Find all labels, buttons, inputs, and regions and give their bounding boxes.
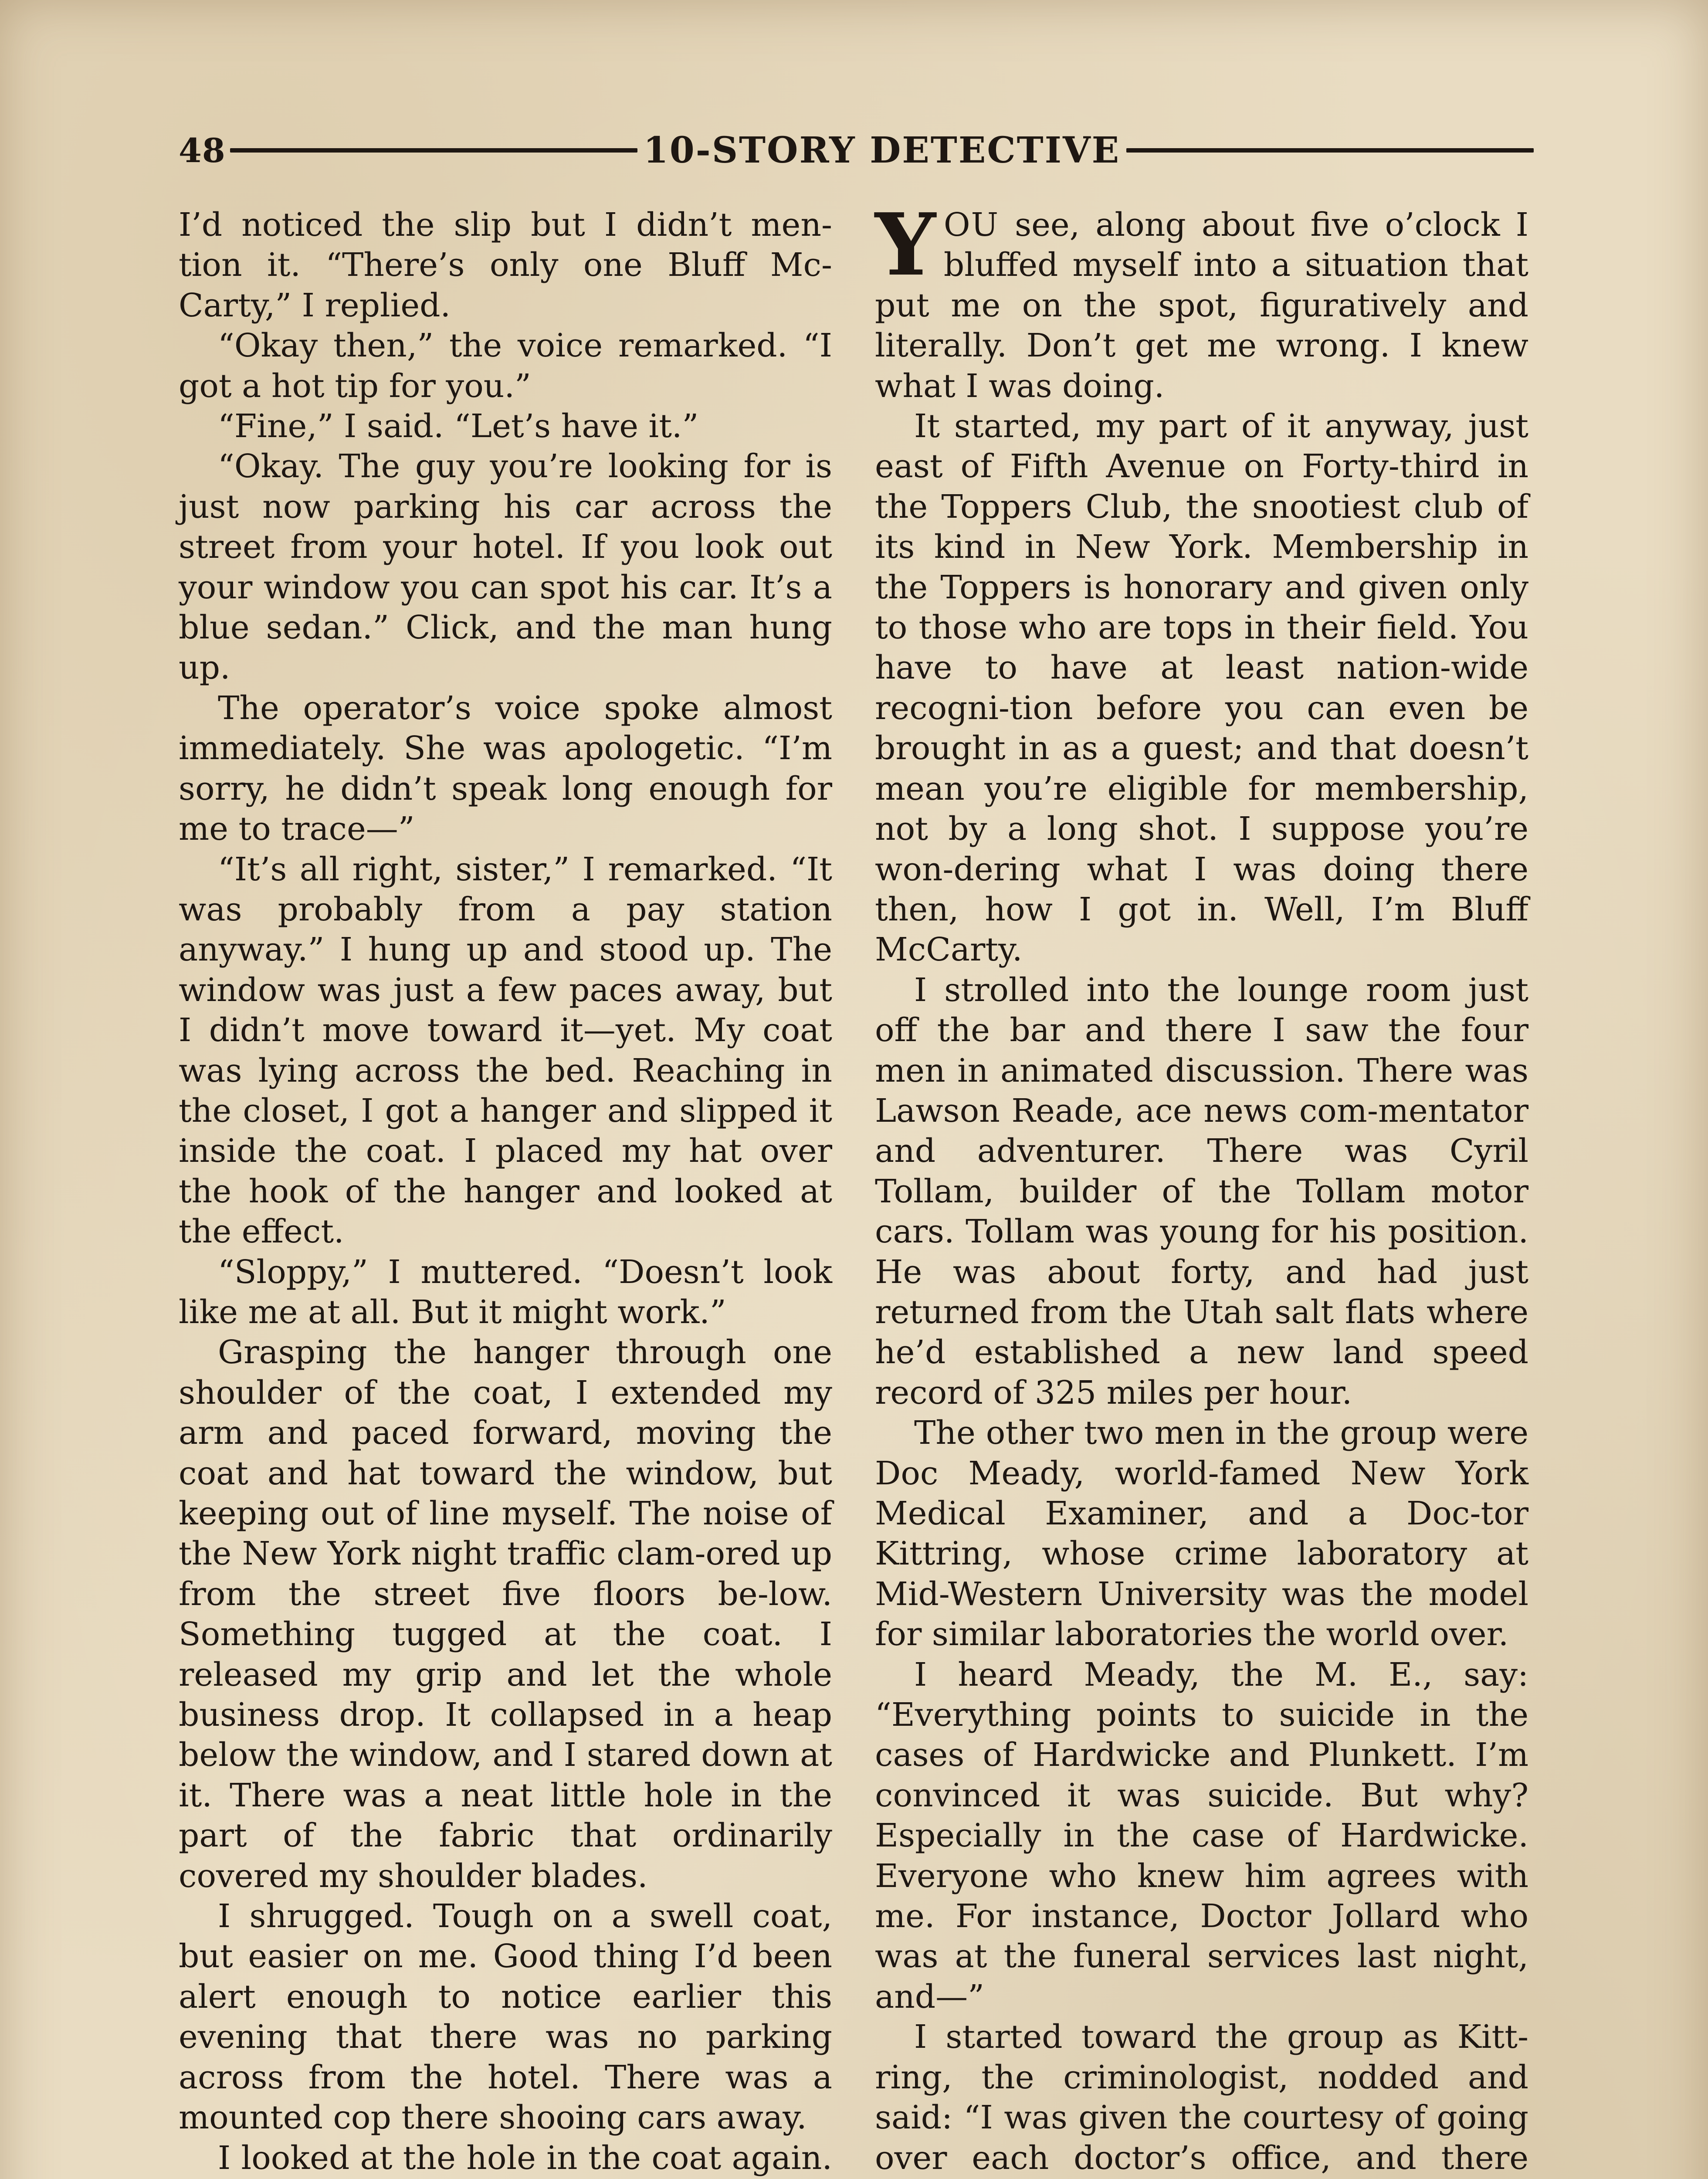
header-rule-left: [230, 148, 637, 153]
magazine-title: 10-STORY DETECTIVE: [643, 129, 1121, 171]
paragraph: I strolled into the lounge room just off the bar and there I saw the four men in animated discussion. There was Lawson Reade, ace news com-mentator and adventurer. There was Cyril Tollam, builder of the Tollam motor cars. Tollam was young for his position. He was about forty, and had just returned from the Utah salt flats where he’d established a new land speed record of 325 miles per hour.: [875, 971, 1528, 1412]
opening-caps: OU: [943, 206, 999, 244]
paragraph: The operator’s voice spoke almost immediately. She was apologetic. “I’m sorry, he didn’t speak long enough for me to trace—”: [179, 689, 832, 848]
running-header: [179, 131, 1534, 170]
paragraph: It started, my part of it anyway, just east of Fifth Avenue on Forty-third in the Toppers Club, the snootiest club of its kind in New York. Membership in the Toppers is honorary and given only to those who are tops in their field. You have to have at least nation-wide recogni-tion before you can even be brought in as a guest; and that doesn’t mean you’re eligible for membership, not by a long shot. I suppose you’re won-dering what I was doing there then, how I got in. Well, I’m Bluff McCarty.: [875, 407, 1528, 969]
right-column: [875, 195, 1528, 2179]
header-rule-right: [1126, 148, 1534, 153]
paragraph: “Okay then,” the voice remarked. “I got a hot tip for you.”: [179, 327, 832, 405]
paragraph: I’d noticed the slip but I didn’t men-tion it. “There’s only one Bluff Mc-Carty,” I replied.: [179, 206, 832, 324]
paragraph: “Sloppy,” I muttered. “Doesn’t look like me at all. But it might work.”: [179, 1253, 832, 1331]
paragraph: The other two men in the group were Doc Meady, world-famed New York Medical Examiner, and a Doc-tor Kittring, whose crime laboratory at Mid-Western University was the model for similar laboratories the world over.: [875, 1414, 1528, 1653]
paragraph: I looked at the hole in the coat again.: [218, 2139, 832, 2177]
paragraph: “Fine,” I said. “Let’s have it.”: [218, 407, 699, 445]
paragraph: I heard Meady, the M. E., say: “Everything points to suicide in the cases of Hardwicke and Plunkett. I’m convinced it was suicide. But why? Especially in the case of Hardwicke. Everyone who knew him agrees with me. For instance, Doctor Jollard who was at the funeral services last night, and—”: [875, 1656, 1528, 2016]
paragraph: “Okay. The guy you’re looking for is just now parking his car across the street from your hotel. If you look out your window you can spot his car. It’s a blue sedan.” Click, and the man hung up.: [179, 448, 832, 687]
left-column: [179, 205, 832, 2179]
opening-paragraph: [875, 195, 1528, 406]
paragraph: Grasping the hanger through one shoulder of the coat, I extended my arm and paced forward, moving the coat and hat toward the window, but keeping out of line myself. The noise of the New York night traffic clam-ored up from the street five floors be-low. Something tugged at the coat. I released my grip and let the whole business drop. It collapsed in a heap below the window, and I stared down at it. There was a neat little hole in the part of the fabric that ordinarily covered my shoulder blades.: [179, 1334, 832, 1895]
drop-cap: Y: [875, 195, 936, 295]
paragraph: I shrugged. Tough on a swell coat, but easier on me. Good thing I’d been alert enough to notice earlier this evening that there was no parking across from the hotel. There was a mounted cop there shooing cars away.: [179, 1897, 832, 2137]
paragraph: “It’s all right, sister,” I remarked. “It was probably from a pay station anyway.” I hung up and stood up. The window was just a few paces away, but I didn’t move toward it—yet. My coat was lying across the bed. Reaching in the closet, I got a hanger and slipped it inside the coat. I placed my hat over the hook of the hanger and looked at the effect.: [179, 850, 832, 1251]
page-number: 48: [179, 131, 226, 170]
paragraph: I started toward the group as Kitt-ring, the criminologist, nodded and said: “I was given the courtesy of going over each doctor’s office, and there: [875, 2018, 1528, 2177]
opening-text: see, along about five o’clock I bluffed myself into a situation that put me on the spot, figuratively and literally. Don’t get me wrong. I knew what I was doing.: [875, 206, 1528, 405]
